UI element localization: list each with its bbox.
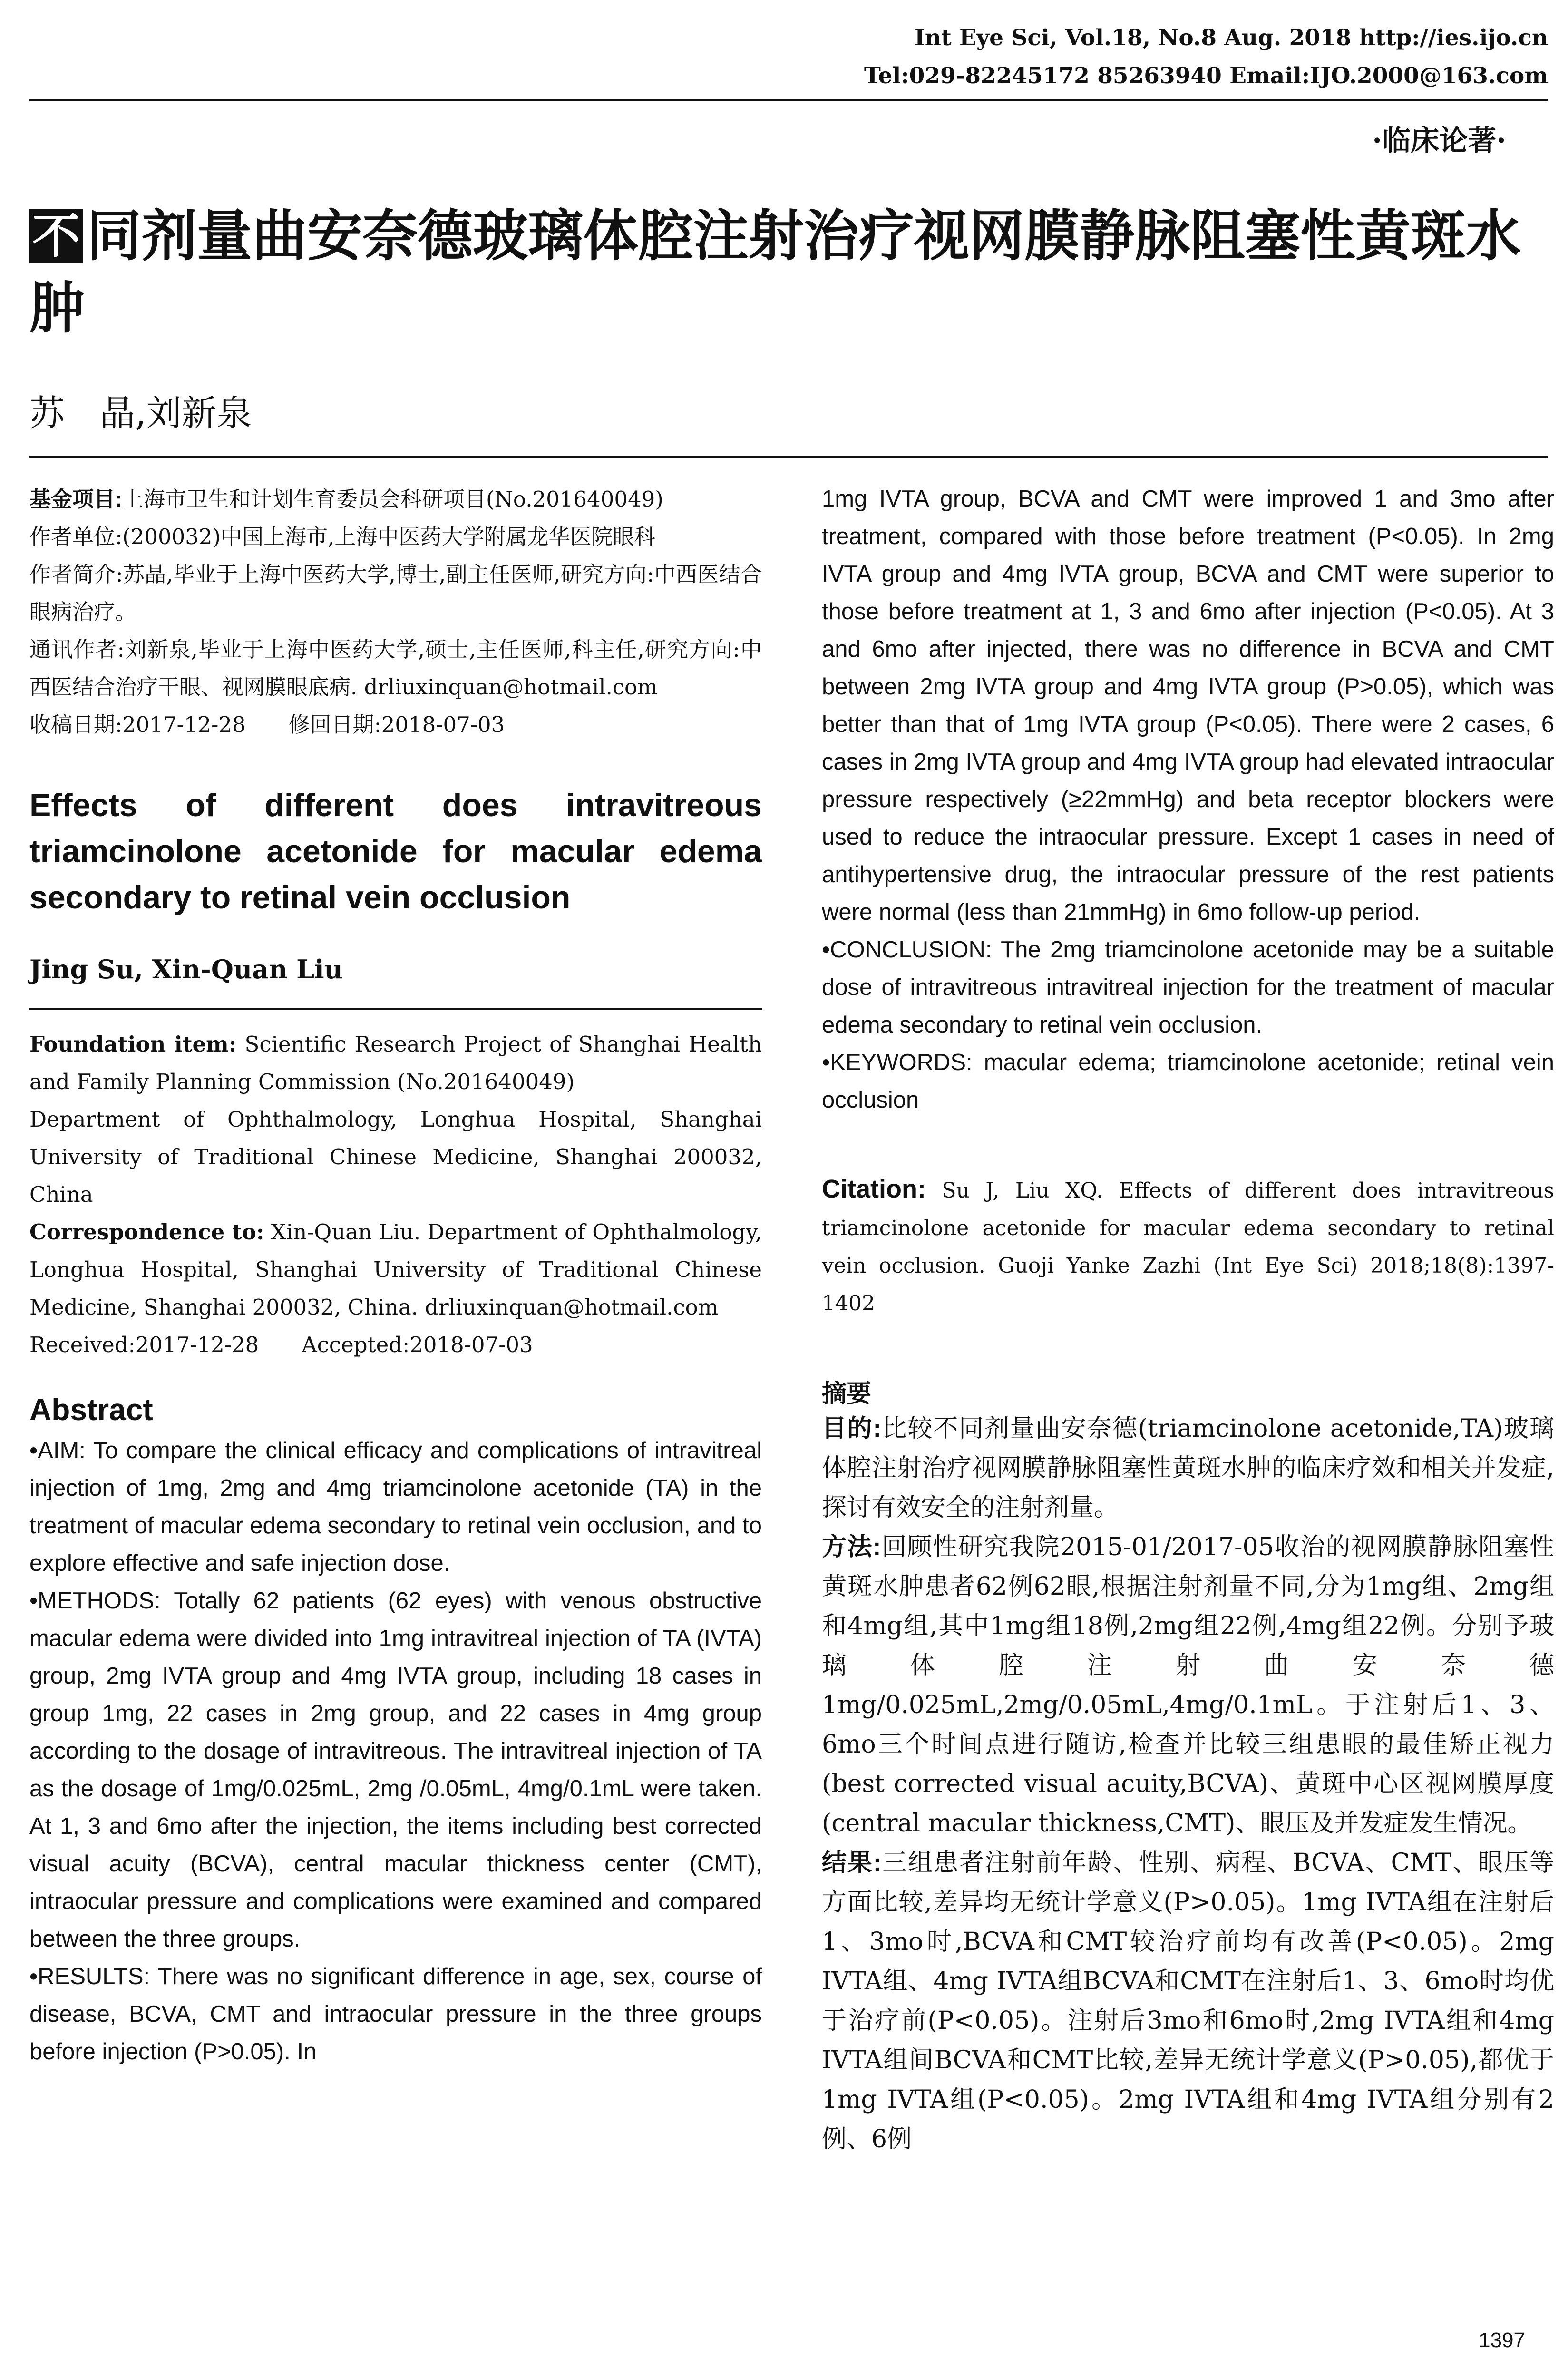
abstract-keywords — [822, 1044, 1554, 1119]
cn-abstract-results — [822, 1843, 1554, 2159]
citation — [822, 1170, 1554, 1322]
conclusion-label: •CONCLUSION: — [822, 937, 992, 963]
corr-label: 通讯作者: — [29, 637, 125, 662]
authors-chinese: 苏 晶,刘新泉 — [29, 393, 252, 434]
article-title — [29, 200, 1547, 344]
correspondence-text: Xin-Quan Liu. Department of Ophthalmology, Longhua Hospital, Shanghai University of Traditional Chinese Medicine, Shanghai 200032, China. drliuxinquan@hotmail.com — [29, 1219, 762, 1320]
section-label: ·临床论著· — [1372, 124, 1506, 157]
english-title: Effects of different does intravitreous triamcinolone acetonide for macular edema secondary to retinal vein occlusion — [29, 787, 762, 916]
aim-label: •AIM: — [29, 1438, 86, 1463]
affiliation-cn — [29, 518, 762, 555]
fund-item-cn — [29, 480, 762, 518]
abstract-results-cont: 1mg IVTA group, BCVA and CMT were improved 1 and 3mo after treatment, compared with those before treatment (P<0.05). In 2mg IVTA group and 4mg IVTA group, BCVA and CMT were superior to those before treatment at 1, 3 and 6mo after injection (P<0.05). At 3 and 6mo after injected, there was no difference in BCVA and CMT between 2mg IVTA group and 4mg IVTA group (P>0.05), which was better than that of 1mg IVTA group (P<0.05). There were 2 cases, 6 cases in 2mg IVTA group and 4mg IVTA group had elevated intraocular pressure respectively (≥22mmHg) and beta receptor blockers were used to reduce the intraocular pressure. Except 1 cases in need of antihypertensive drug, the intraocular pressure of the rest patients were normal (less than 21mmHg) in 6mo follow-up period. — [822, 486, 1554, 925]
cn-results-text: 三组患者注射前年龄、性别、病程、BCVA、CMT、眼压等方面比较,差异均无统计学意义(P>0.05)。1mg IVTA组在注射后1、3mo时,BCVA和CMT较治疗前均有改善(P<0.05)。2mg IVTA组、4mg IVTA组BCVA和CMT在注射后1、3、6mo时均优于治疗前(P<0.05)。注射后3mo和6mo时,2mg IVTA组和4mg IVTA组间BCVA和CMT比较,差异无统计学意义(P>0.05),都优于1mg IVTA组(P<0.05)。2mg IVTA组和4mg IVTA组分别有2例、6例 — [822, 1849, 1554, 2153]
title-highlight-char: 不 — [29, 209, 83, 263]
journal-info-line: Int Eye Sci, Vol.18, No.8 Aug. 2018 http://ies.ijo.cn — [914, 25, 1548, 51]
contact-info-line: Tel:029-82245172 85263940 Email:IJO.2000@163.com — [864, 63, 1548, 89]
results-label: •RESULTS: — [29, 1964, 150, 1989]
bio-label: 作者简介: — [29, 562, 123, 587]
chinese-abstract-heading: 摘要 — [822, 1380, 872, 1408]
author-bio-cn — [29, 555, 762, 631]
methods-text: Totally 62 patients (62 eyes) with venous obstructive macular edema were divided into 1mg intravitreal injection of TA (IVTA) group, 2mg IVTA group and 4mg IVTA group, including 18 cases in group 1mg, 22 cases in 2mg group, and 22 cases in 4mg group according to the dosage of intravitreous. The intravitreal injection of TA as the dosage of 1mg/0.025mL, 2mg /0.05mL, 4mg/0.1mL were taken. At 1, 3 and 6mo after the injection, the items including best corrected visual acuity (BCVA), central macular thickness center (CMT), intraocular pressure and complications were examined and compared between the three groups. — [29, 1588, 762, 1952]
department-en: Department of Ophthalmology, Longhua Hospital, Shanghai University of Traditional Chinese Medicine, Shanghai 200032, China — [29, 1107, 762, 1207]
fund-label: 基金项目: — [29, 487, 122, 511]
aim-text: To compare the clinical efficacy and complications of intravitreal injection of 1mg, 2mg and 4mg triamcinolone acetonide (TA) in the treatment of macular edema secondary to retinal vein occlusion, and to explore effective and safe injection dose. — [29, 1438, 762, 1576]
english-authors: Jing Su, Xin-Quan Liu — [29, 954, 343, 984]
foundation-text: Scientific Research Project of Shanghai Health and Family Planning Commission (No.201640049) — [29, 1032, 762, 1094]
citation-label: Citation: — [822, 1175, 926, 1203]
left-column — [29, 480, 762, 2071]
abstract-conclusion — [822, 931, 1554, 1044]
title-rule — [29, 456, 1548, 458]
keywords-label: •KEYWORDS: — [822, 1050, 973, 1075]
citation-text: Su J, Liu XQ. Effects of different does intravitreous triamcinolone acetonide for macular edema secondary to retinal vein occlusion. Guoji Yanke Zazhi (Int Eye Sci) 2018;18(8):1397-1402 — [822, 1179, 1554, 1315]
foundation-label: Foundation item: — [29, 1032, 237, 1057]
methods-label: •METHODS: — [29, 1588, 161, 1614]
bio-text: 苏晶,毕业于上海中医药大学,博士,副主任医师,研究方向:中西医结合眼病治疗。 — [29, 562, 762, 624]
cn-methods-text: 回顾性研究我院2015-01/2017-05收治的视网膜静脉阻塞性黄斑水肿患者62例62眼,根据注射剂量不同,分为1mg组、2mg组和4mg组,其中1mg组18例,2mg组22例,4mg组22例。分别予玻璃体腔注射曲安奈德1mg/0.025mL,2mg/0.05mL,4mg/0.1mL。于注射后1、3、6mo三个时间点进行随访,检查并比较三组患眼的最佳矫正视力(best corrected visual acuity,BCVA)、黄斑中心区视网膜厚度(central macular thickness,CMT)、眼压及并发症发生情况。 — [822, 1533, 1554, 1838]
abstract-heading: Abstract — [29, 1393, 153, 1427]
dates-en: Received:2017-12-28 Accepted:2018-07-03 — [29, 1332, 533, 1357]
dates-cn: 收稿日期:2017-12-28 修回日期:2018-07-03 — [29, 712, 505, 737]
correspondence-en — [29, 1213, 762, 1326]
right-column — [822, 480, 1554, 2159]
abstract-results-start — [29, 1958, 762, 2071]
abstract-methods — [29, 1582, 762, 1958]
correspondence-cn — [29, 631, 762, 706]
results-text-part1: There was no significant difference in age, sex, course of disease, BCVA, CMT and intraocular pressure in the three groups before injection (P>0.05). In — [29, 1964, 762, 2065]
cn-aim-label: 目的: — [822, 1415, 881, 1442]
page-number: 1397 — [1479, 2328, 1525, 2352]
authors-rule — [29, 1008, 762, 1010]
cn-results-label: 结果: — [822, 1849, 882, 1877]
affil-label: 作者单位: — [29, 524, 123, 549]
conclusion-text: The 2mg triamcinolone acetonide may be a suitable dose of intravitreous intravitreal injection for the treatment of macular edema secondary to retinal vein occlusion. — [822, 937, 1554, 1038]
cn-methods-label: 方法: — [822, 1533, 881, 1561]
affil-text: (200032)中国上海市,上海中医药大学附属龙华医院眼科 — [122, 524, 656, 549]
abstract-aim — [29, 1432, 762, 1582]
cn-abstract-aim — [822, 1409, 1554, 1528]
cn-abstract-methods — [822, 1528, 1554, 1843]
header-rule — [29, 99, 1548, 101]
foundation-item-en — [29, 1025, 762, 1101]
cn-aim-text: 比较不同剂量曲安奈德(triamcinolone acetonide,TA)玻璃体腔注射治疗视网膜静脉阻塞性黄斑水肿的临床疗效和相关并发症,探讨有效安全的注射剂量。 — [822, 1414, 1554, 1522]
corr-text: 刘新泉,毕业于上海中医药大学,硕士,主任医师,科主任,研究方向:中西医结合治疗干眼、视网膜眼底病. drliuxinquan@hotmail.com — [29, 637, 762, 700]
correspondence-label: Correspondence to: — [29, 1219, 264, 1245]
fund-text: 上海市卫生和计划生育委员会科研项目(No.201640049) — [122, 487, 663, 512]
keywords-text: macular edema; triamcinolone acetonide; retinal vein occlusion — [822, 1050, 1554, 1113]
title-text: 同剂量曲安奈德玻璃体腔注射治疗视网膜静脉阻塞性黄斑水肿 — [29, 205, 1521, 339]
